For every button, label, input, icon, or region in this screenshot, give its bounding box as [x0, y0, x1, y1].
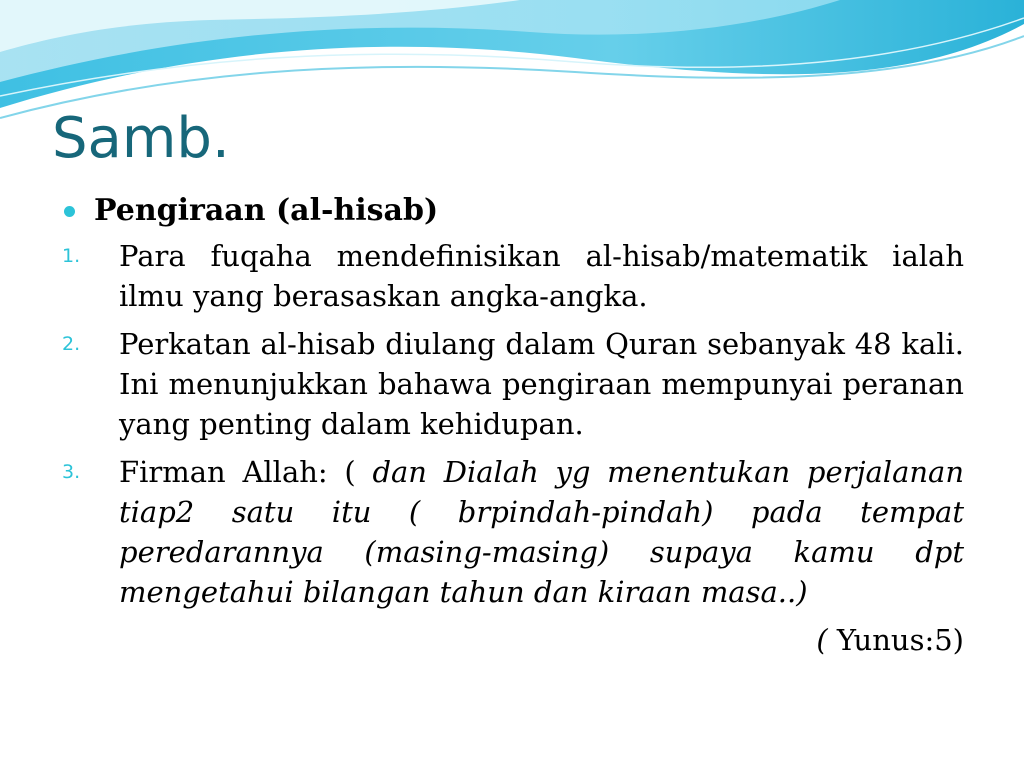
list-item [62, 236, 964, 316]
slide-content [62, 192, 964, 660]
bullet-dot-icon [64, 206, 75, 217]
quote-source-reference: Yunus:5) [827, 623, 964, 657]
bullet-heading [62, 192, 964, 230]
list-item [62, 452, 964, 612]
quote-source [62, 620, 964, 660]
bullet-heading-text: Pengiraan (al-hisab) [94, 193, 439, 228]
list-item-text: Para fuqaha mendefinisikan al-hisab/matematik ialah ilmu yang berasaskan angka-angka. [119, 239, 964, 313]
decorative-wave-header [0, 0, 1024, 120]
list-item-number: 2. [62, 333, 81, 355]
quote-prefix: Firman Allah: ( [119, 455, 356, 489]
list-item [62, 324, 964, 444]
numbered-list [62, 236, 964, 612]
quran-quote-item [119, 452, 964, 612]
quran-quote-text: dan Dialah yg menentukan perjalanan tiap2 satu itu ( brpindah-pindah) pada tempat peredarannya (masing-masing) supaya kamu dpt mengetahui bilangan tahun dan kiraan masa..) [119, 455, 964, 609]
list-item-number: 1. [62, 245, 81, 267]
quote-source-open-paren: ( [816, 623, 828, 657]
list-item-text: Perkatan al-hisab diulang dalam Quran sebanyak 48 kali. Ini menunjukkan bahawa pengiraan mempunyai peranan yang penting dalam kehidupan. [119, 327, 964, 441]
slide-title: Samb. [52, 106, 230, 171]
list-item-number: 3. [62, 461, 81, 483]
